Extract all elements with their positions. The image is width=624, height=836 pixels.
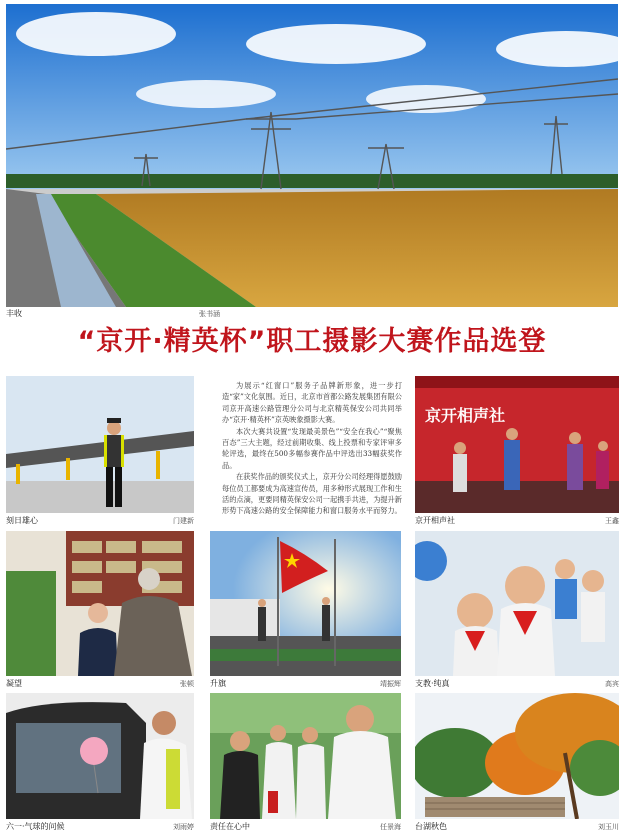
photo-responsibility [210, 693, 401, 819]
photo-harvest [6, 4, 618, 307]
photo-credit: 任景海 [380, 823, 401, 831]
photo-caption: 刻日雄心 [6, 516, 38, 525]
photo-caption: 责任在心中 [210, 822, 250, 831]
photo-flag [210, 531, 401, 676]
photo-credit: 靖振辉 [380, 680, 401, 688]
photo-credit: 高宾 [605, 680, 619, 688]
photo-credit: 张顿 [180, 680, 194, 688]
photo-credit: 门建新 [173, 517, 194, 525]
photo-caption: 升旗 [210, 679, 226, 688]
photo-kids [415, 531, 619, 676]
page-title: “京开·精英杯”职工摄影大赛作品选登 [77, 326, 547, 357]
photo-caption: 台湖秋色 [415, 822, 447, 831]
photo-caption: 支教·纯真 [415, 679, 450, 688]
photo-balloon [6, 693, 194, 819]
photo-credit: 刘玉川 [598, 823, 619, 831]
photo-crosstalk [415, 376, 619, 513]
article-paragraph: 为展示“红窗口”服务子品牌新形象，进一步打造“家”文化氛围。近日，北京市首都公路发展集团有限公司京开高速公路管理分公司与北京精英保安公司共同举办“京开·精英杯”京英映象摄影大赛。 [222, 381, 402, 425]
photo-gazing [6, 531, 194, 676]
photo-credit: 张书涵 [199, 310, 220, 318]
photo-credit: 王鑫 [605, 517, 619, 525]
stage-sign: 京开相声社 [425, 406, 506, 425]
photo-caption: 京开相声社 [415, 516, 455, 525]
photo-caption: 凝望 [6, 679, 22, 688]
article-body [222, 380, 402, 517]
photo-caption: 丰收 [6, 309, 22, 318]
photo-autumn [415, 693, 619, 819]
photo-caption: 六一·气球的问候 [6, 822, 65, 831]
photo-guard [6, 376, 194, 513]
article-paragraph: 在获奖作品的颁奖仪式上，京开分公司经理得愿鼓励每位员工都要成为高速宣传员，用多种形式展现工作和生活的点滴，更要同精英保安公司一起携手共进，为提升新形势下高速公路的安全保障能力和窗口服务水平而努力。 [222, 472, 402, 516]
photo-credit: 刘雨婷 [173, 823, 194, 831]
article-paragraph: 本次大赛共设置“发现最美景色”“安全在我心”“聚焦百态”三大主题，经过前期收集、线上投票和专家评审多轮评选，最终在500多幅参赛作品中评选出33幅获奖作品。 [222, 426, 402, 470]
